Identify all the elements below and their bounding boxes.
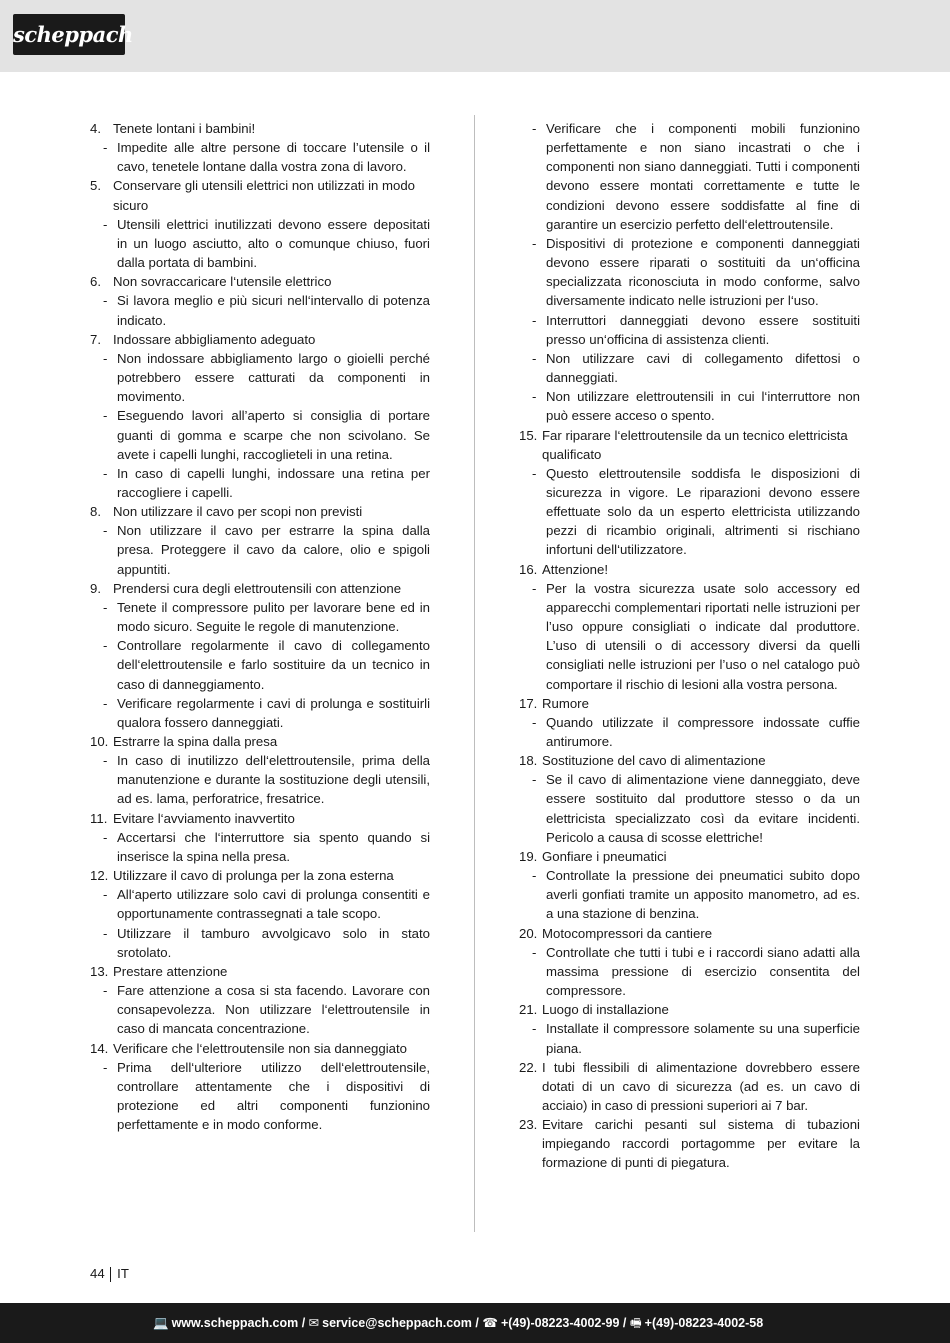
item-number: 4. [90,121,101,136]
sub-item [103,598,430,636]
sub-item [532,387,860,425]
item-title: Motocompressori da cantiere [542,925,713,941]
item-heading [90,1039,430,1058]
item-heading [90,176,430,214]
list-item [90,176,430,272]
dash-bullet: - [532,350,537,366]
sub-item-text: In caso di capelli lunghi, indossare una retina per raccogliere i capelli. [117,465,430,500]
list-item [519,924,860,1001]
list-item [90,962,430,1039]
list-item [519,694,860,751]
sub-item [532,119,860,234]
sub-item [103,924,430,962]
item-heading [519,560,860,579]
dash-bullet: - [532,121,537,136]
item-heading [90,330,430,349]
item-heading [519,1115,860,1172]
sub-item-text: Interruttori danneggiati devono essere sostituiti presso un‘officina di assistenza clienti. [546,312,860,347]
sub-item-text: In caso di inutilizzo dell‘elettroutensile, prima della manutenzione e durante la sostituzione degli utensili, ad es. lama, perforatrice, fresatrice. [117,753,430,807]
item-number: 7. [90,331,101,347]
dash-bullet: - [103,408,108,424]
sub-item-text: Si lavora meglio e più sicuri nell‘intervallo di potenza indicato. [117,293,430,328]
item-title: Conservare gli utensili elettrici non utilizzati in modo sicuro [113,178,415,213]
page-number-value: 44 [90,1266,105,1281]
sub-item-text: Non utilizzare il cavo per estrarre la spina dalla presa. Proteggere il cavo da calore, olio e spigoli appuntiti. [117,523,430,577]
list-item [519,119,860,426]
sub-item [103,751,430,808]
item-title: Verificare che l‘elettroutensile non sia danneggiato [113,1040,407,1056]
item-number: 8. [90,504,101,520]
dash-bullet: - [103,350,108,366]
mail-icon: ✉ [308,1316,320,1330]
dash-bullet: - [103,140,108,156]
list-item [519,1000,860,1057]
list-item [90,809,430,866]
sub-item [103,521,430,578]
dash-bullet: - [103,465,108,481]
dash-bullet: - [532,944,537,960]
sub-item [103,464,430,502]
dash-bullet: - [103,983,108,999]
item-heading [90,732,430,751]
sub-item [103,981,430,1038]
item-title: Evitare l‘avviamento inavvertito [113,810,295,826]
dash-bullet: - [103,599,108,615]
computer-icon: 💻 [153,1316,169,1330]
list-item [90,502,430,579]
item-number: 20. [519,925,538,941]
sub-item-text: Verificare regolarmente i cavi di prolunga e sostituirli qualora fossero danneggiati. [117,695,430,730]
item-heading [519,1058,860,1115]
item-number: 17. [519,695,538,711]
dash-bullet: - [532,389,537,405]
item-number: 19. [519,848,538,864]
dash-bullet: - [532,714,537,730]
sub-item-text: Impedite alle altre persone di toccare l’utensile o il cavo, tenetele lontane dalla vostra zona di lavoro. [117,140,430,175]
item-title: Far riparare l‘elettroutensile da un tecnico elettricista qualificato [542,427,848,462]
item-title: Prendersi cura degli elettroutensili con attenzione [113,580,402,596]
phone-icon: ☎ [482,1316,498,1330]
item-heading [90,119,430,138]
item-heading [519,751,860,770]
item-title: Non utilizzare il cavo per scopi non previsti [113,504,363,520]
item-number: 14. [90,1040,109,1056]
item-heading [90,866,430,885]
fax-icon: 🖷 [629,1316,642,1330]
sub-item-text: Quando utilizzate il compressore indossate cuffie antirumore. [546,714,860,749]
dash-bullet: - [103,293,108,309]
sub-item [103,694,430,732]
list-item [519,560,860,694]
right-column [519,119,860,1173]
scheppach-logo: scheppach [13,14,125,55]
sub-item [532,713,860,751]
sub-item-text: Questo elettroutensile soddisfa le disposizioni di sicurezza in vigore. Le riparazioni devono essere effettuate solo da un esperto elettricista utilizzando pezzi di ricambio originali, altrimenti si rischiano infortuni dell‘utilizzatore. [546,465,860,558]
sub-item-text: Controllate la pressione dei pneumatici subito dopo averli gonfiati tramite un apposito manometro, ad es. a una stazione di benzina. [546,868,860,922]
page-header [0,0,950,72]
item-title: Utilizzare il cavo di prolunga per la zona esterna [113,868,394,884]
dash-bullet: - [103,216,108,232]
list-item [519,751,860,847]
footer-fax: +(49)-08223-4002-58 [644,1316,764,1330]
item-number: 9. [90,580,101,596]
sub-item [532,311,860,349]
dash-bullet: - [103,523,108,539]
dash-bullet: - [103,887,108,903]
sub-item-text: All‘aperto utilizzare solo cavi di prolunga consentiti e opportunamente contrassegnati a tale scopo. [117,887,430,922]
item-number: 11. [90,810,108,826]
sub-item [103,291,430,329]
item-number: 12. [90,868,109,884]
item-title: Gonfiare i pneumatici [542,848,667,864]
sub-item [532,349,860,387]
sub-item-text: Tenete il compressore pulito per lavorare bene ed in modo sicuro. Seguite le regole di manutenzione. [117,599,430,635]
sub-item [532,234,860,311]
dash-bullet: - [532,580,537,596]
sub-item-text: Verificare che i componenti mobili funzionino perfettamente e non siano incastrati o che i componenti non siano danneggiati. Tutti i componenti devono essere montati correttamente e tutte le condizioni devono essere soddisfatte al fine di garantire un esercizio perfetto dell‘elettroutensile. [546,121,860,232]
sub-item [103,406,430,463]
sub-item [103,138,430,176]
item-title: Luogo di installazione [542,1002,669,1018]
sub-item [103,349,430,406]
item-title: Attenzione! [542,561,608,577]
item-paragraph: I tubi flessibili di alimentazione dovrebbero essere dotati di un cavo di sicurezza (ad es. un cavo di acciaio) in caso di pressioni superiori ai 7 bar. [542,1059,860,1113]
list-item [90,579,430,732]
sub-item [532,866,860,923]
item-heading [90,272,430,291]
list-item [90,330,430,502]
sub-item-text: Prima dell‘ulteriore utilizzo dell‘elettroutensile, controllare attentamente che i dispositivi di protezione ed altri componenti funzionino perfettamente e in modo conforme. [117,1059,430,1133]
item-heading [519,694,860,713]
list-item [519,847,860,924]
item-heading [90,502,430,521]
list-item [90,272,430,329]
item-heading [519,924,860,943]
item-heading [90,809,430,828]
item-paragraph: Evitare carichi pesanti sul sistema di tubazioni impiegando raccordi portagomme per evitare la formazione di punti di piegatura. [542,1117,860,1171]
sub-item [532,579,860,694]
item-title: Estrarre la spina dalla presa [113,734,278,749]
dash-bullet: - [532,312,537,328]
item-heading [519,847,860,866]
dash-bullet: - [532,1021,537,1037]
sub-item-text: Controllate che tutti i tubi e i raccordi siano adatti alla massima pressione di esercizio consentita del compressore. [546,944,860,999]
sub-item-text: Non indossare abbigliamento largo o gioielli perché potrebbero essere catturati da componenti in movimento. [117,350,430,405]
item-title: Tenete lontani i bambini! [113,121,256,136]
sub-item-text: Non utilizzare cavi di collegamento difettosi o danneggiati. [546,350,860,386]
sub-item-text: Dispositivi di protezione e componenti danneggiati devono essere riparati o sostituiti da un‘officina specializzata riconosciuta in modo conforme, salvo diversamente indicato nelle istruzioni per l‘uso. [546,235,860,309]
item-heading [519,1000,860,1019]
dash-bullet: - [103,829,108,845]
list-item [90,732,430,809]
footer-website[interactable]: www.scheppach.com / [171,1316,306,1330]
item-number: 15. [519,427,538,443]
dash-bullet: - [532,465,537,481]
sub-item-text: Utensili elettrici inutilizzati devono essere depositati in un luogo asciutto, alto o comunque chiuso, fuori dalla portata di bambini. [117,216,430,271]
sub-item [532,770,860,847]
item-title: Prestare attenzione [113,963,228,979]
dash-bullet: - [103,753,108,769]
list-item [90,866,430,962]
sub-item-text: Controllare regolarmente il cavo di collegamento dell‘elettroutensile e farlo sostituire da un tecnico in caso di danneggiamento. [117,638,430,692]
dash-bullet: - [532,235,537,251]
item-title: Indossare abbigliamento adeguato [113,331,316,347]
dash-bullet: - [103,638,108,654]
sub-item-text: Se il cavo di alimentazione viene danneggiato, deve essere sostituito dal produttore stesso o da un elettricista specializzato così da evitare incidenti. Pericolo a causa di scosse elettriche! [546,772,860,845]
sub-item-text: Installate il compressore solamente su una superficie piana. [546,1021,860,1056]
item-heading [90,579,430,598]
item-number: 16. [519,561,538,577]
item-number: 13. [90,963,109,979]
page-number [90,1266,129,1282]
sub-item [532,464,860,560]
item-title: Sostituzione del cavo di alimentazione [542,753,766,769]
dash-bullet: - [532,772,537,788]
dash-bullet: - [103,695,108,711]
sub-item [103,636,430,693]
sub-item [103,828,430,866]
item-number: 5. [90,178,101,194]
page-language: IT [117,1266,129,1281]
left-column [90,119,430,1134]
item-number: 23. [519,1117,538,1133]
list-item [519,426,860,560]
column-divider [474,115,475,1232]
dash-bullet: - [103,925,108,941]
sub-item-text: Per la vostra sicurezza usate solo accessory ed apparecchi complementari riportati nelle istruzioni per l’uso oppure consigliati o indicate dal produttore. L’uso di utensili o di accessory diversi da quelli consigliati nelle istruzioni per l’uso o nel catalogo può comportare il rischio di lesioni alla vostra persona. [546,580,860,692]
list-item [90,1039,430,1135]
dash-bullet: - [103,1059,108,1075]
item-number: 22. [519,1059,538,1075]
sub-item [532,943,860,1000]
item-heading [90,962,430,981]
sub-item [103,215,430,272]
sub-item [532,1019,860,1057]
list-item [90,119,430,176]
footer-email[interactable]: service@scheppach.com / [322,1316,479,1330]
sub-item-text: Non utilizzare elettroutensili in cui l‘interruttore non può essere acceso o spento. [546,389,860,424]
item-number: 6. [90,274,101,290]
dash-bullet: - [532,868,537,884]
sub-item-text: Utilizzare il tamburo avvolgicavo solo in stato srotolato. [117,925,430,960]
item-title: Non sovraccaricare l‘utensile elettrico [113,274,332,290]
footer-contacts [153,1303,763,1343]
list-item [519,1058,860,1115]
sub-item-text: Fare attenzione a cosa si sta facendo. Lavorare con consapevolezza. Non utilizzare l‘elettroutensile in caso di mancata concentrazione. [117,983,430,1037]
list-item [519,1115,860,1172]
item-number: 10. [90,734,109,749]
sub-item [103,885,430,923]
item-number: 18. [519,753,538,769]
footer-phone: +(49)-08223-4002-99 / [500,1316,627,1330]
sub-item-text: Accertarsi che l‘interruttore sia spento quando si inserisce la spina nella presa. [117,829,430,864]
item-heading [519,426,860,464]
item-title: Rumore [542,695,589,711]
page-number-separator [110,1267,112,1282]
sub-item-text: Eseguendo lavori all’aperto si consiglia di portare guanti di gomma e scarpe che non scivolano. Se avete i capelli lunghi, raccoglieteli in una retina. [117,408,430,462]
page-footer [0,1303,950,1343]
item-number: 21. [519,1002,538,1018]
sub-item [103,1058,430,1135]
